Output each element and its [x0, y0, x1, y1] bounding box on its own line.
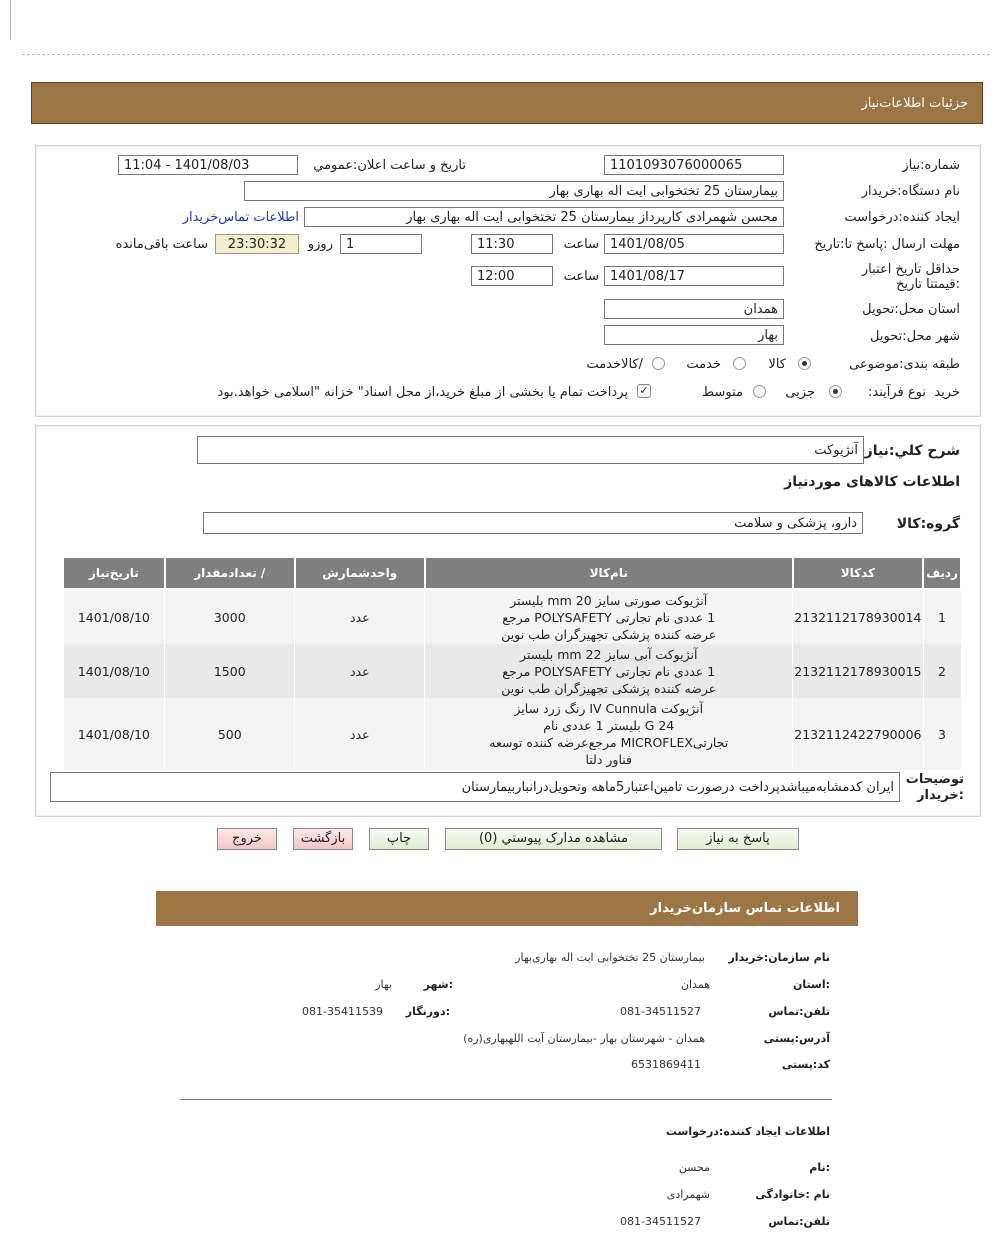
exit-button[interactable]: خروج	[217, 828, 277, 850]
process-medium-radio[interactable]	[753, 385, 766, 398]
address-label: آدرس:پستی	[763, 1032, 830, 1045]
cell-code: 2132112178930015	[793, 644, 923, 698]
process-minor-label: جزیی	[785, 385, 815, 400]
col-name: نام‌کالا	[425, 557, 793, 589]
cell-code: 2132112178930014	[793, 589, 923, 644]
creator-phone-value: 081-34511527	[620, 1215, 701, 1228]
city-contact-value: بهار	[375, 978, 392, 991]
cell-date: 1401/08/10	[63, 698, 165, 770]
cell-qty: 3000	[165, 589, 295, 644]
remaining-label: ساعت باقی‌مانده	[115, 237, 208, 252]
cell-row: 1	[923, 589, 961, 644]
category-goods-label: کالا	[768, 357, 786, 372]
name-line: عرضه کننده پزشکی تجهیزگران طب نوین	[501, 626, 717, 642]
col-row: ردیف	[923, 557, 961, 589]
name-line: آنژیوکت آبی سایز 22 mm بلیستر	[520, 646, 698, 662]
cell-name	[425, 589, 793, 644]
table-row[interactable]	[63, 589, 961, 644]
remaining-timer: 23:30:32	[215, 234, 299, 254]
city-field[interactable]: بهار	[604, 325, 784, 345]
name-line: آنژیوکت صورتی سایز 20 mm بلیستر	[510, 592, 708, 608]
announce-datetime-field[interactable]: 1401/08/03 - 11:04	[118, 155, 298, 175]
buyer-org-label: نام دستگاه:خریدار	[861, 184, 960, 199]
view-attachments-button[interactable]: مشاهده مدارک پیوستي (0)	[445, 828, 662, 850]
process-buy-label: خرید	[934, 385, 960, 400]
contact-divider	[180, 1099, 832, 1100]
cell-code: 2132112422790006	[793, 698, 923, 770]
cell-unit: عدد	[295, 644, 425, 698]
fax-value: 081-35411539	[302, 1005, 383, 1018]
payment-checkbox[interactable]: ✓	[637, 384, 651, 398]
phone-label: تلفن:تماس	[768, 1005, 830, 1018]
name-line: عرضه کننده پزشکی تجهیزگران طب نوین	[501, 680, 717, 696]
process-medium-label: متوسط	[702, 385, 743, 400]
name-line: تجارتیMICROFLEX مرجع‌عرضه کننده توسعه	[489, 735, 729, 750]
general-desc-label: شرح کلي:نیاز	[864, 443, 960, 459]
days-label: روزو	[307, 237, 333, 252]
need-number-label: شماره:نیاز	[902, 158, 960, 173]
cell-date: 1401/08/10	[63, 644, 165, 698]
cell-row: 2	[923, 644, 961, 698]
goods-group-field[interactable]: دارو، پزشکی و سلامت	[203, 512, 863, 534]
last-name-label: نام :خانوادگی	[755, 1188, 830, 1201]
cell-name	[425, 698, 793, 770]
name-line: فناور دلتا	[585, 752, 633, 767]
header-title: جزئیات اطلاعات‌نیاز	[861, 96, 968, 111]
table-row[interactable]	[63, 644, 961, 698]
category-service-radio[interactable]	[733, 357, 746, 370]
cell-name	[425, 644, 793, 698]
page-edge-line	[10, 0, 11, 40]
table-header-row	[63, 557, 961, 589]
city-contact-label: :شهر	[423, 978, 453, 991]
validity-label: حداقل تاریخ اعتبار :قیمتتا تاریخ	[861, 262, 960, 292]
category-goods-service-label: /کالاخدمت	[586, 357, 643, 372]
address-value: همدان - شهرستان بهار -بیمارستان آیت اللهبهاری(ره)	[463, 1032, 705, 1045]
first-name-value: محسن	[678, 1161, 710, 1174]
days-field[interactable]: 1	[340, 234, 422, 254]
first-name-label: :نام	[809, 1161, 830, 1174]
print-button[interactable]: چاپ	[369, 828, 429, 850]
col-date: تاریخ‌نیاز	[63, 557, 165, 589]
org-name-label: نام سازمان:خریدار	[728, 951, 830, 964]
payment-note: پرداخت تمام یا بخشی از مبلغ خرید،از محل اسناد" خزانه "اسلامی خواهد.بود	[217, 385, 628, 400]
col-unit: واحدشمارش	[295, 557, 425, 589]
province-contact-label: :استان	[793, 978, 830, 991]
buyer-notes-label: توضیحات :خریدار	[905, 772, 964, 803]
cell-unit: عدد	[295, 589, 425, 644]
goods-group-label: گروه:کالا	[896, 516, 960, 532]
validity-date-field[interactable]: 1401/08/17	[604, 266, 784, 286]
deadline-time-field[interactable]: 11:30	[471, 234, 553, 254]
contact-bar-title: اطلاعات تماس سازمان‌خریدار	[650, 901, 840, 916]
goods-info-title: اطلاعات کالاهای موردنیاز	[784, 474, 960, 490]
category-label: طبقه بندی:موضوعی	[849, 357, 960, 372]
last-name-value: شهمرادی	[666, 1188, 710, 1201]
announce-label: تاريخ و ساعت اعلان:عمومي	[313, 158, 466, 173]
creator-title: اطلاعات ایجاد کننده:درخواست	[665, 1125, 830, 1138]
province-contact-value: همدان	[680, 978, 710, 991]
deadline-time-label: ساعت	[563, 237, 599, 252]
name-line: 1 عددی نام تجارتی POLYSAFETY مرجع	[502, 609, 716, 625]
requester-field[interactable]: محسن شهمرادی کارپرداز بیمارستان 25 تختخوابی ایت اله بهاری بهار	[304, 207, 784, 227]
cell-row: 3	[923, 698, 961, 770]
name-line: 1 عددی نام تجارتی POLYSAFETY مرجع	[502, 663, 716, 679]
buyer-org-field[interactable]: بیمارستان 25 تختخوابی ایت اله بهاری بهار	[244, 181, 784, 201]
top-divider	[22, 54, 990, 55]
fax-label: :دورنگار	[405, 1005, 450, 1018]
org-name-value: بیمارستان 25 تختخوابی ایت اله بهاری‌بهار	[515, 951, 705, 964]
goods-table	[62, 556, 962, 770]
buyer-notes-field[interactable]: ایران کدمشابه‌میباشدپرداخت درصورت تامین‌اعتبار5ماهه وتحویل‌درانباربیمارستان	[50, 772, 900, 802]
category-goods-radio[interactable]	[798, 357, 811, 370]
phone-value: 081-34511527	[620, 1005, 701, 1018]
back-button[interactable]: بازگشت	[293, 828, 353, 850]
cell-unit: عدد	[295, 698, 425, 770]
col-code: کدکالا	[793, 557, 923, 589]
col-qty: / تعدادمقدار	[165, 557, 295, 589]
city-label: شهر محل:تحویل	[870, 329, 960, 344]
name-line: آنژیوکت IV Cunnula رنگ زرد سایز	[514, 701, 704, 716]
category-goods-service-radio[interactable]	[652, 357, 665, 370]
category-service-label: خدمت	[686, 357, 721, 372]
postal-label: کد:پستی	[781, 1058, 830, 1071]
buyer-contact-link[interactable]: اطلاعات تماس‌خریدار	[182, 210, 299, 225]
cell-qty: 1500	[165, 644, 295, 698]
process-label: نوع فرآیند:	[868, 385, 926, 400]
table-row[interactable]	[63, 698, 961, 770]
province-field[interactable]: همدان	[604, 299, 784, 319]
cell-qty: 500	[165, 698, 295, 770]
province-label: استان محل:تحویل	[862, 302, 960, 317]
details-header-bar	[31, 82, 983, 124]
need-number-field[interactable]: 1101093076000065	[604, 155, 784, 175]
requester-label: ایجاد کننده:درخواست	[844, 210, 960, 225]
deadline-label: مهلت ارسال :پاسخ تا:تاریخ	[814, 237, 960, 252]
name-line: 24 G بلیستر 1 عددی نام	[543, 718, 675, 733]
reply-button[interactable]: پاسخ به نیاز	[677, 828, 799, 850]
validity-time-field[interactable]: 12:00	[471, 266, 553, 286]
cell-date: 1401/08/10	[63, 589, 165, 644]
deadline-date-field[interactable]: 1401/08/05	[604, 234, 784, 254]
buyer-contact-bar	[156, 891, 858, 926]
process-minor-radio[interactable]	[829, 385, 842, 398]
creator-phone-label: تلفن:تماس	[768, 1215, 830, 1228]
general-desc-field[interactable]: آنژیوکت	[197, 436, 864, 464]
validity-time-label: ساعت	[563, 269, 599, 284]
postal-value: 6531869411	[631, 1058, 701, 1071]
